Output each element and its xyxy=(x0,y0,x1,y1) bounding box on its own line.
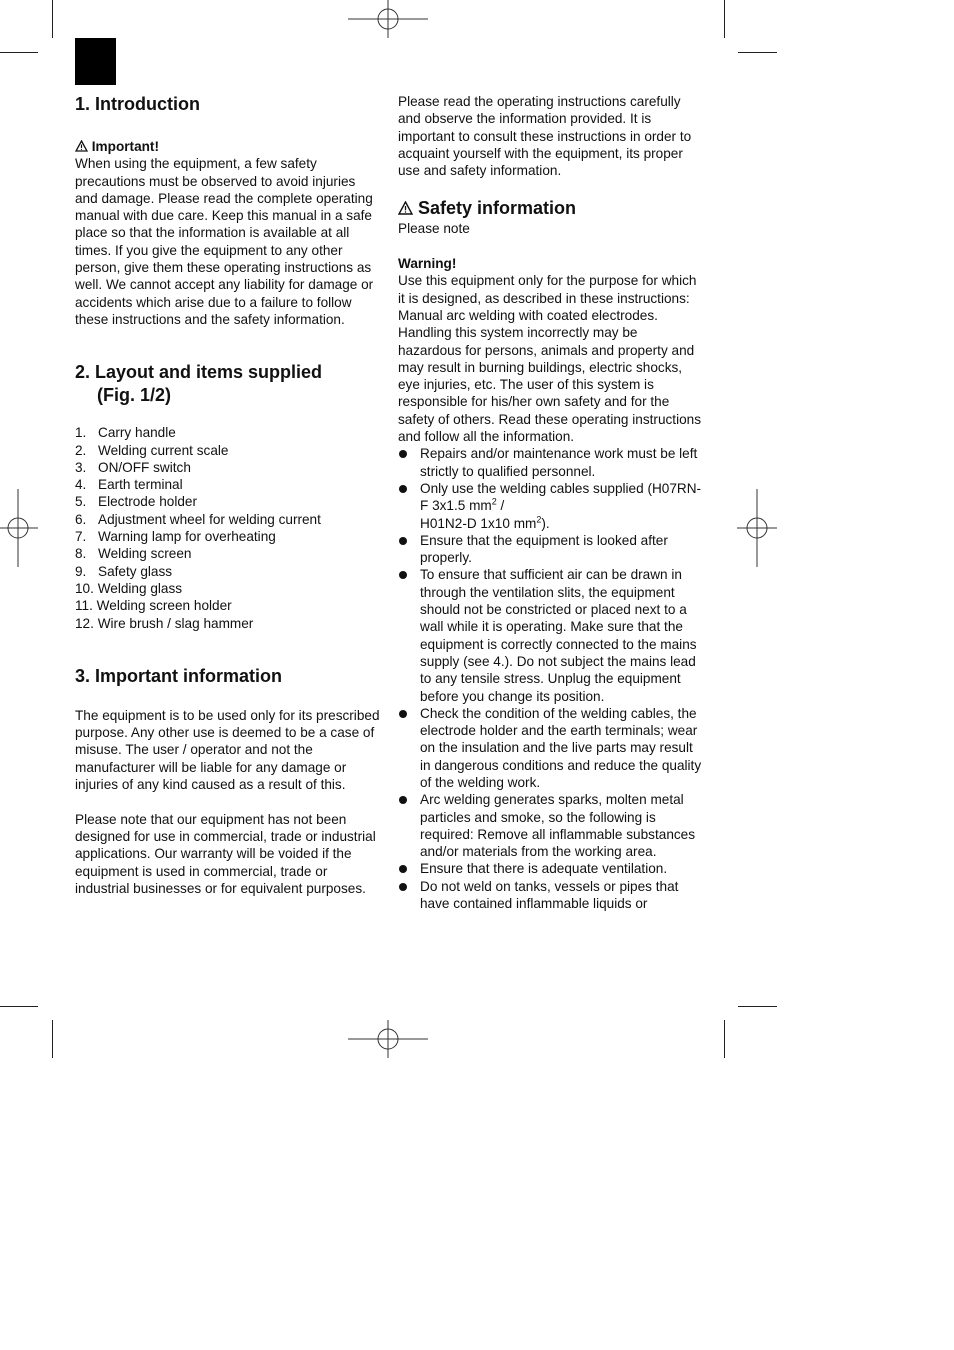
registration-mark-top xyxy=(348,0,428,40)
list-item xyxy=(398,860,704,877)
list-item xyxy=(75,545,381,562)
item-number: 12. xyxy=(75,615,94,631)
section-heading-important-information: 3. Important information xyxy=(75,665,282,686)
item-number: 3. xyxy=(75,459,87,475)
bullet-text: Check the condition of the welding cables, the electrode holder and the earth terminals; wear on the insulation and the live parts may result in dangerous conditions and reduce the quality of the welding work. xyxy=(420,705,702,790)
registration-mark-left xyxy=(0,489,40,569)
list-item xyxy=(75,493,381,510)
list-item xyxy=(398,705,704,791)
list-item xyxy=(75,459,381,476)
list-item xyxy=(398,445,704,480)
item-number: 10. xyxy=(75,580,94,596)
section-heading-safety xyxy=(398,197,704,220)
bullet-icon xyxy=(399,883,407,891)
crop-mark xyxy=(738,1006,777,1007)
crop-mark xyxy=(0,1006,38,1007)
item-label: Welding current scale xyxy=(98,442,229,458)
closing: ). xyxy=(541,515,550,531)
item-label: Warning lamp for overheating xyxy=(98,529,276,545)
registration-mark-right xyxy=(737,489,777,569)
item-label: Wire brush / slag hammer xyxy=(97,615,254,631)
right-column xyxy=(398,93,704,912)
important-label-text: Important! xyxy=(91,139,159,154)
bullet-icon xyxy=(399,537,407,545)
crop-mark xyxy=(0,52,38,53)
superscript: 2 xyxy=(491,496,497,507)
bullet-text: Do not weld on tanks, vessels or pipes that have contained inflammable liquids or xyxy=(420,878,679,912)
items-supplied-list xyxy=(75,424,381,632)
language-tab-block xyxy=(75,38,116,85)
item-label: Adjustment wheel for welding current xyxy=(98,511,321,527)
registration-mark-bottom xyxy=(348,1020,428,1060)
bullet-text: Ensure that there is adequate ventilation. xyxy=(420,861,668,877)
crop-mark xyxy=(738,52,777,53)
item-number: 1. xyxy=(75,425,87,441)
item-number: 2. xyxy=(75,442,87,458)
list-item xyxy=(75,511,381,528)
item-label: Electrode holder xyxy=(98,494,197,510)
item-number: 6. xyxy=(75,511,87,527)
item-number: 4. xyxy=(75,477,87,493)
crop-mark xyxy=(724,0,725,38)
warning-text: Use this equipment only for the purpose for which it is designed, as described in these instructions: Manual arc welding with coated electrodes. Handling this system incorrectly may be hazardous for persons, animals and property and may result in burning buildings, electric shocks, eye injuries, etc. The user of this system is responsible for his/her own safety and for the safety of others. Read these operating instructions and follow all the information. xyxy=(398,273,702,445)
bullet-icon xyxy=(399,796,407,804)
bullet-icon xyxy=(399,571,407,579)
list-item xyxy=(75,563,381,580)
bullet-icon xyxy=(399,710,407,718)
list-item xyxy=(75,615,381,632)
item-label: Welding screen holder xyxy=(96,598,232,614)
item-number: 9. xyxy=(75,563,87,579)
crop-mark xyxy=(724,1020,725,1058)
warning-triangle-icon xyxy=(398,201,413,215)
list-item xyxy=(75,528,381,545)
item-label: Welding glass xyxy=(97,580,183,596)
item-number: 8. xyxy=(75,546,87,562)
bullet-text: Repairs and/or maintenance work must be left strictly to qualified personnel. xyxy=(420,446,698,479)
left-column xyxy=(75,93,381,897)
list-item xyxy=(398,791,704,860)
item-number: 11. xyxy=(75,598,93,614)
list-item xyxy=(398,480,704,532)
crop-mark xyxy=(52,1020,53,1058)
list-item xyxy=(75,597,381,614)
bullet-icon xyxy=(399,450,407,458)
bullet-icon xyxy=(399,865,407,873)
list-item xyxy=(398,566,704,704)
cable-spec-2: H01N2-D 1x10 mm xyxy=(420,515,537,531)
please-note: Please note xyxy=(398,221,470,237)
layout-heading-line2: (Fig. 1/2) xyxy=(97,385,172,406)
important-info-paragraph-1: The equipment is to be used only for its prescribed purpose. Any other use is deemed to be a case of misuse. The user / operator and not the manufacturer will be liable for any damage or injuries of any kind caused as a result of this. xyxy=(75,707,380,793)
list-item xyxy=(75,476,381,493)
list-item xyxy=(398,878,704,913)
important-info-paragraph-2: Please note that our equipment has not been designed for use in commercial, trade or industrial applications. Our warranty will be voided if the equipment is used in commercial, trade or industrial businesses or for equivalent purposes. xyxy=(75,811,376,896)
list-item xyxy=(75,442,381,459)
bullet-text: To ensure that sufficient air can be drawn in through the ventilation slits, the equipment should not be constricted or placed next to a wall while it is operating. Make sure that the equipment is correctly connected to the mains supply (see 4.). Do not subject the mains lead to any tensile stress. Unplug the equipment before you change its position. xyxy=(420,567,697,704)
intro-paragraph: Please read the operating instructions carefully and observe the information provided. It is important to consult these instructions in order to acquaint yourself with the equipment, its proper use and safety information. xyxy=(398,94,692,179)
bullet-text xyxy=(420,481,701,531)
item-label: Carry handle xyxy=(98,425,176,441)
list-item xyxy=(75,580,381,597)
separator: / xyxy=(496,498,505,514)
cable-spec-1: Only use the welding cables supplied (H07RN-F 3x1.5 mm xyxy=(420,480,702,514)
warning-triangle-icon xyxy=(75,140,88,152)
important-text: When using the equipment, a few safety precautions must be observed to avoid injuries and damage. Please read the complete operating manual with due care. Keep this manual in a safe place so that the information is available at all times. If you give the equipment to any other person, give them these operating instructions as well. We cannot accept any liability for damage or accidents which arise due to a failure to follow these instructions and the safety information. xyxy=(75,156,374,327)
superscript: 2 xyxy=(536,514,542,524)
item-number: 7. xyxy=(75,529,87,545)
important-label xyxy=(75,138,381,155)
bullet-text: Ensure that the equipment is looked after properly. xyxy=(420,532,668,566)
item-label: ON/OFF switch xyxy=(98,459,191,475)
warning-label: Warning! xyxy=(398,256,457,272)
layout-heading-line1: 2. Layout and items supplied xyxy=(75,362,323,383)
list-item xyxy=(398,532,704,567)
safety-heading-text: Safety information xyxy=(418,198,577,219)
bullet-icon xyxy=(399,485,407,493)
list-item xyxy=(75,424,381,441)
item-label: Earth terminal xyxy=(98,477,183,493)
crop-mark xyxy=(52,0,53,38)
section-heading-layout xyxy=(75,361,381,407)
bullet-text: Arc welding generates sparks, molten metal particles and smoke, so the following is required: Remove all inflammable substances and/or materials from the working area. xyxy=(420,792,696,860)
section-heading-introduction: 1. Introduction xyxy=(75,94,200,114)
safety-bullet-list xyxy=(398,445,704,912)
item-number: 5. xyxy=(75,494,87,510)
item-label: Welding screen xyxy=(98,546,192,562)
item-label: Safety glass xyxy=(98,563,173,579)
